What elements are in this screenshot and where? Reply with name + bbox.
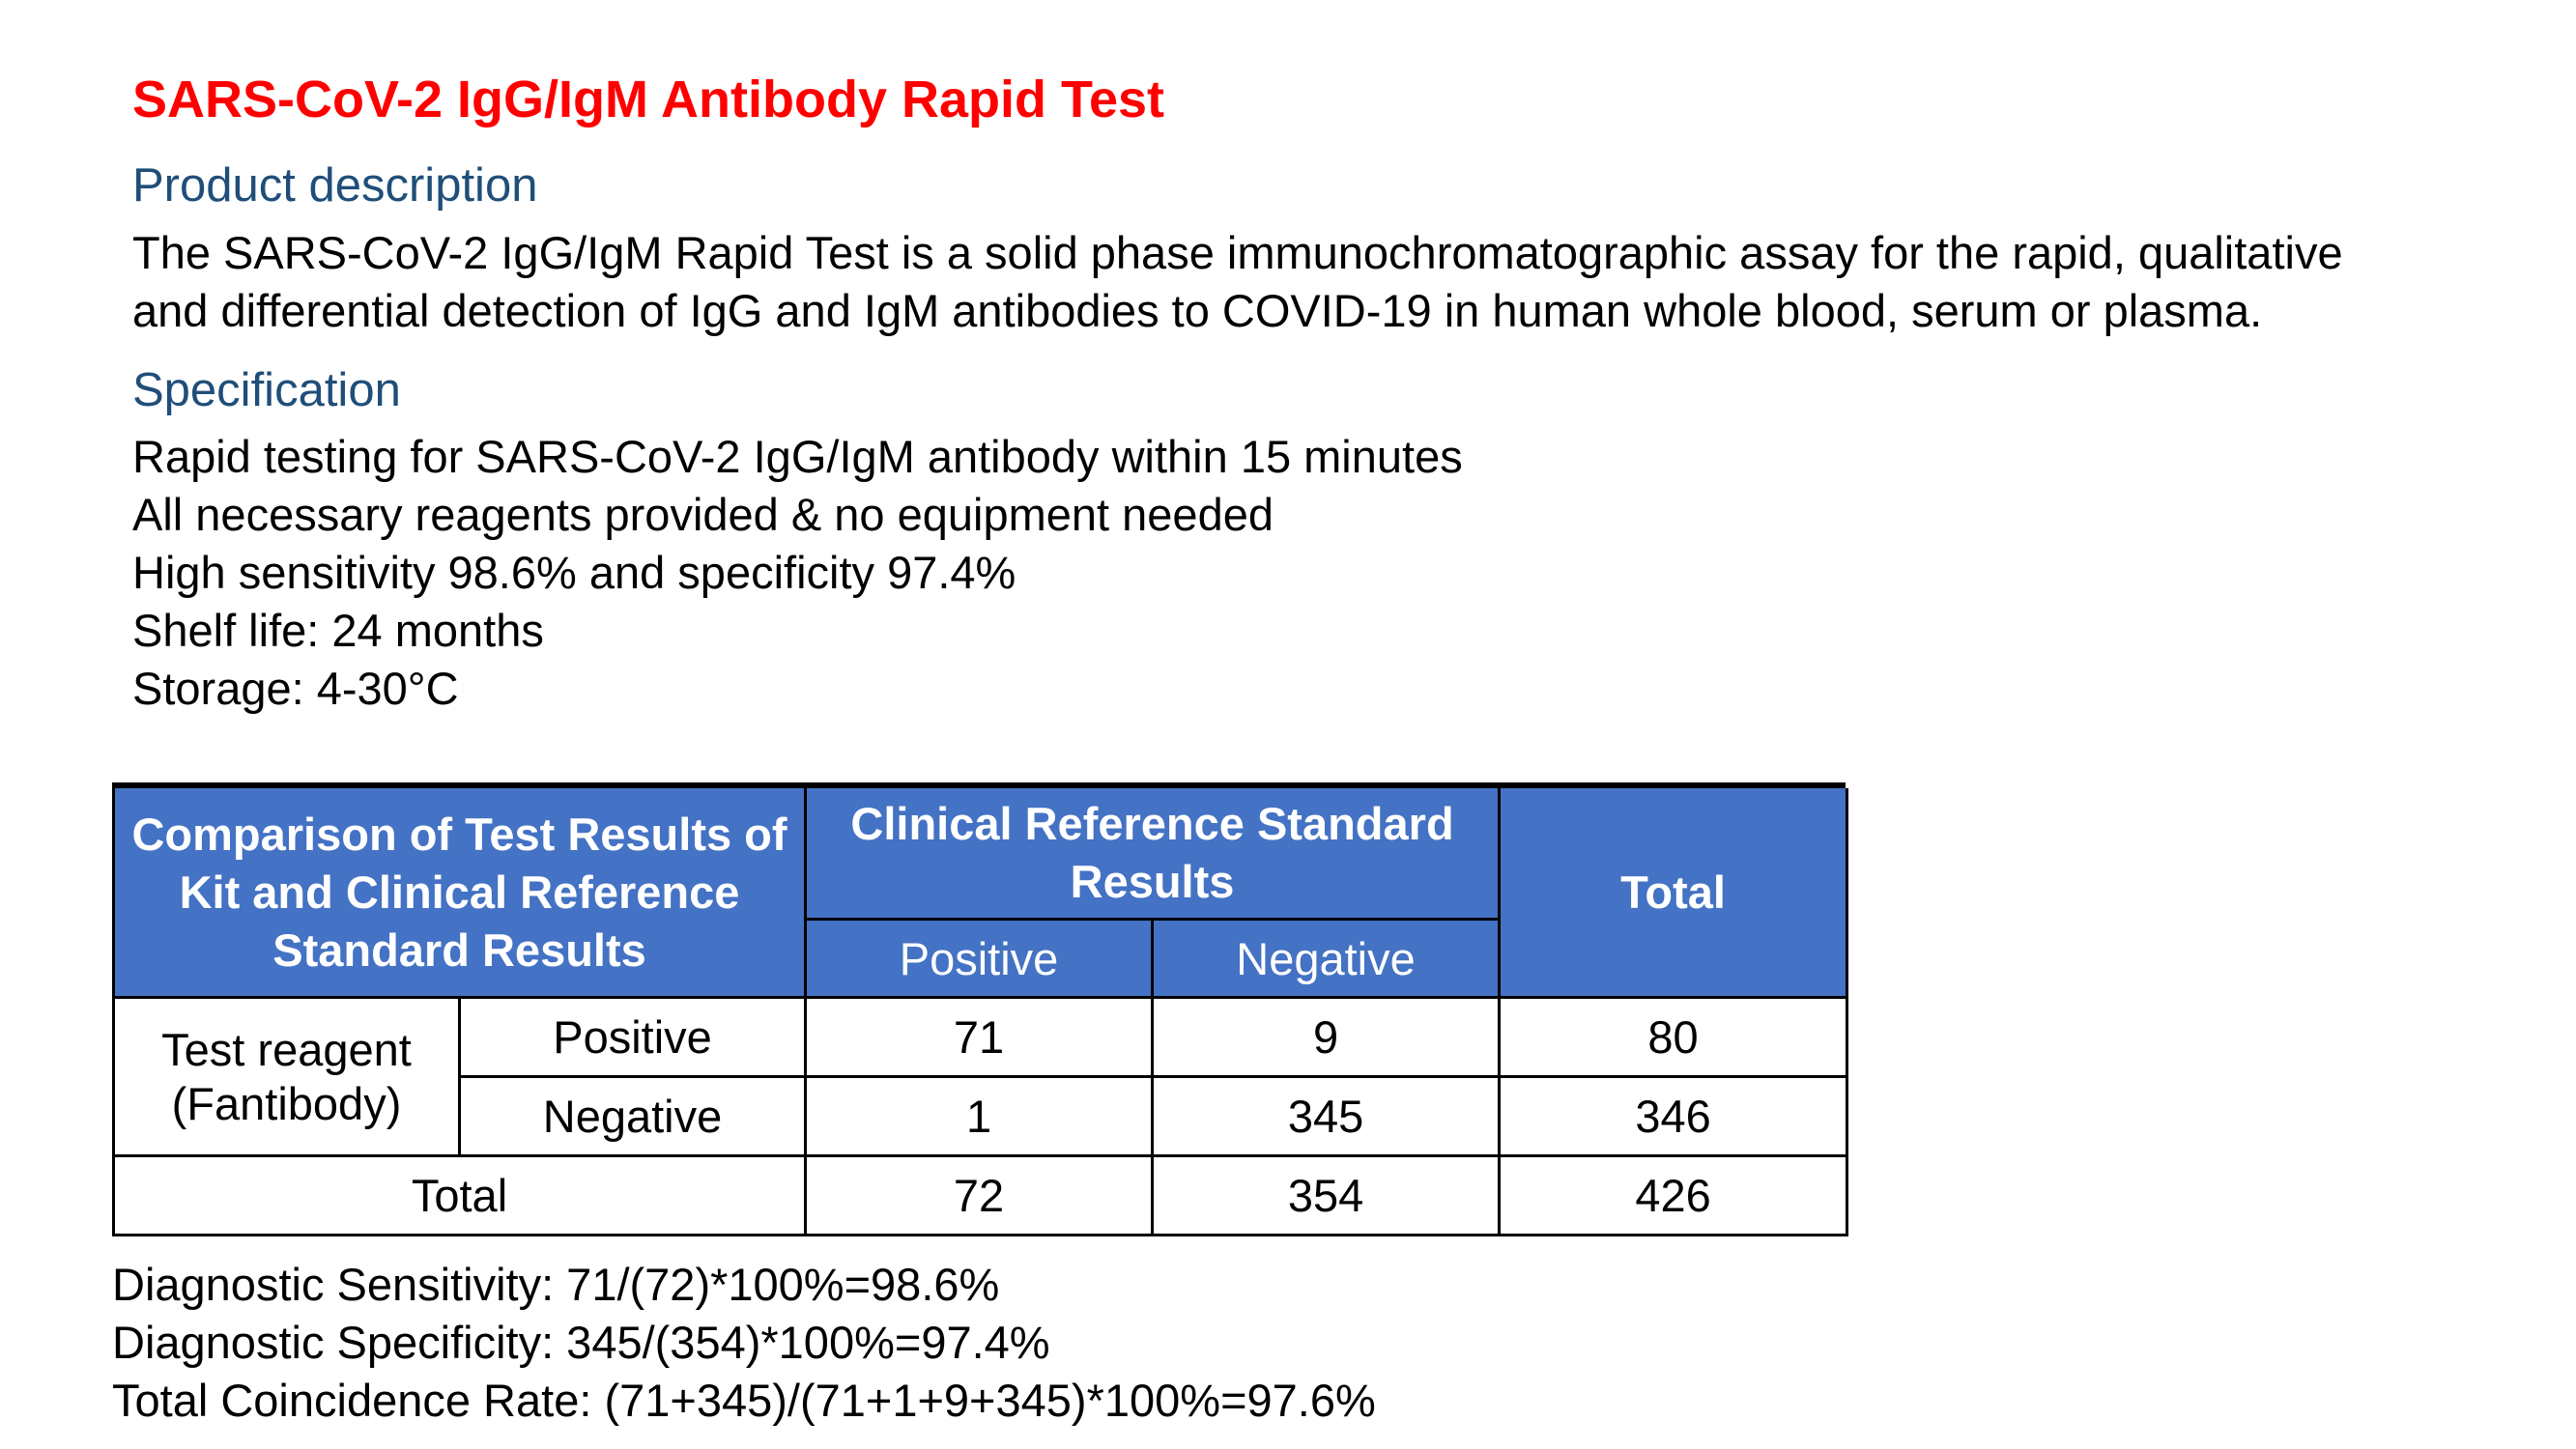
- specification-item: Storage: 4-30°C: [132, 663, 459, 714]
- specification-heading: Specification: [132, 364, 401, 416]
- negative-column-header: Negative: [1153, 920, 1500, 998]
- diagnostic-specificity-note: Diagnostic Specificity: 345/(354)*100%=97.4%: [112, 1317, 1050, 1368]
- table-total-row: [114, 1156, 1847, 1236]
- product-description-heading: Product description: [132, 159, 538, 212]
- specification-item: All necessary reagents provided & no equipment needed: [132, 489, 1274, 540]
- table-cell: 71: [806, 998, 1153, 1077]
- table-corner-header: Comparison of Test Results of Kit and Clinical Reference Standard Results: [114, 788, 806, 998]
- table-cell: 9: [1153, 998, 1500, 1077]
- specification-item: High sensitivity 98.6% and specificity 97.4%: [132, 547, 1016, 598]
- specification-item: Rapid testing for SARS-CoV-2 IgG/IgM antibody within 15 minutes: [132, 431, 1463, 482]
- row-group-label: Test reagent (Fantibody): [114, 998, 460, 1156]
- table-cell: 426: [1500, 1156, 1847, 1236]
- product-description-line: and differential detection of IgG and IgM antibodies to COVID-19 in human whole blood, serum or plasma.: [132, 285, 2263, 336]
- total-coincidence-rate-note: Total Coincidence Rate: (71+345)/(71+1+9+345)*100%=97.6%: [112, 1375, 1376, 1426]
- positive-column-header: Positive: [806, 920, 1153, 998]
- table-cell: 346: [1500, 1077, 1847, 1156]
- specification-item: Shelf life: 24 months: [132, 605, 544, 656]
- total-column-header: Total: [1500, 788, 1847, 998]
- table-cell: 354: [1153, 1156, 1500, 1236]
- total-row-label: Total: [114, 1156, 806, 1236]
- table-header-row: [114, 788, 1847, 920]
- results-comparison-table: [112, 788, 1848, 1236]
- table-cell: 80: [1500, 998, 1847, 1077]
- clinical-reference-header: Clinical Reference Standard Results: [806, 788, 1500, 920]
- specification-list: [132, 428, 1463, 718]
- row-label: Negative: [460, 1077, 806, 1156]
- product-description-line: The SARS-CoV-2 IgG/IgM Rapid Test is a solid phase immunochromatographic assay for the rapid, qualitative: [132, 227, 2343, 278]
- table-cell: 72: [806, 1156, 1153, 1236]
- table-cell: 345: [1153, 1077, 1500, 1156]
- table-row: [114, 998, 1847, 1077]
- table-cell: 1: [806, 1077, 1153, 1156]
- row-label: Positive: [460, 998, 806, 1077]
- document-title: SARS-CoV-2 IgG/IgM Antibody Rapid Test: [132, 71, 1165, 128]
- diagnostic-sensitivity-note: Diagnostic Sensitivity: 71/(72)*100%=98.6%: [112, 1259, 1000, 1310]
